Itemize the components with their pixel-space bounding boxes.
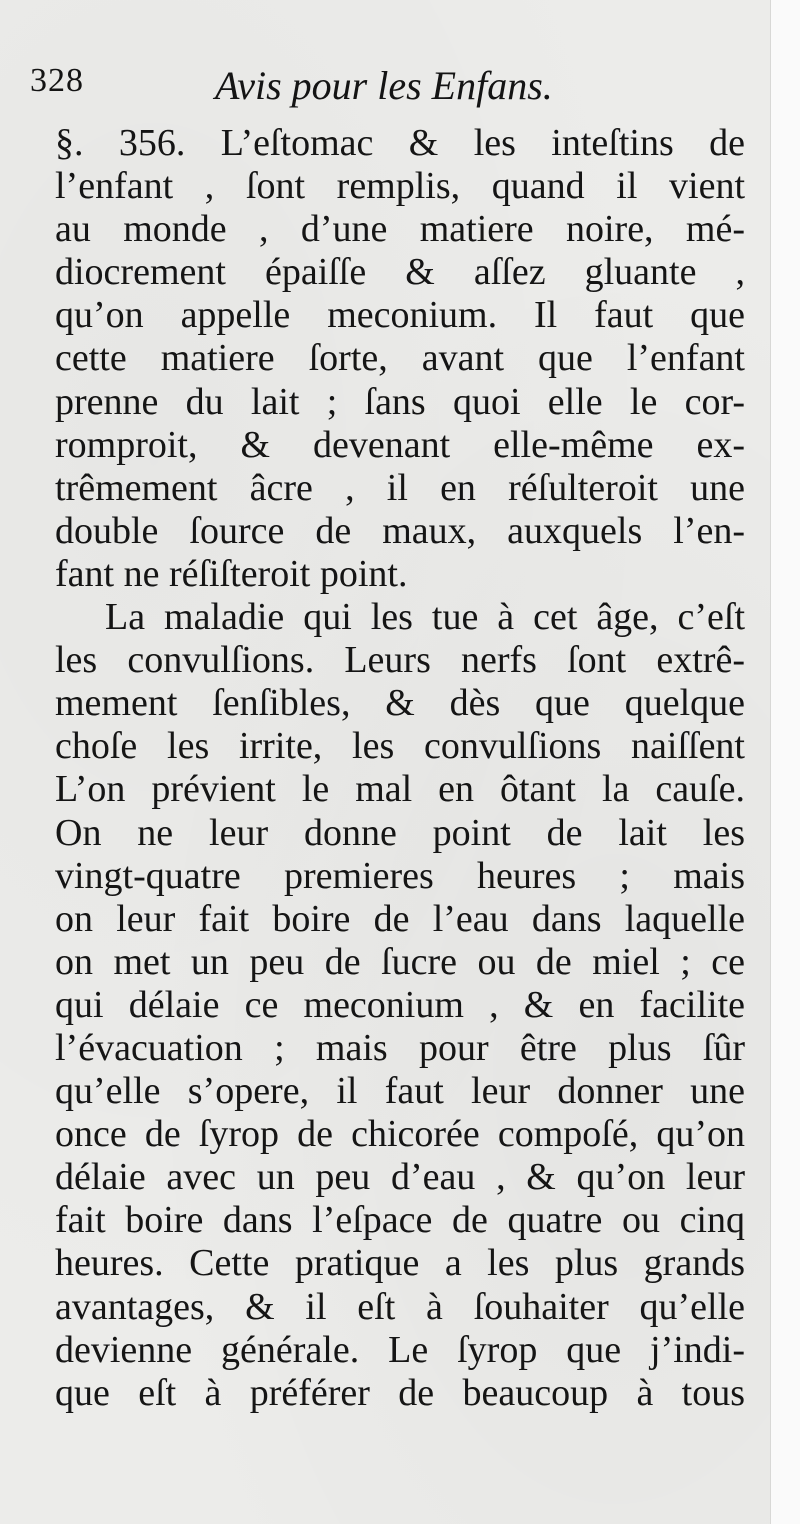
text-line: qu’elle s’opere, il faut leur donner une	[55, 1070, 745, 1113]
text-line: on met un peu de ſucre ou de miel ; ce	[55, 940, 745, 983]
text-line: devienne générale. Le ſyrop que j’indi-	[55, 1328, 745, 1371]
text-line: cette matiere ſorte, avant que l’enfant	[55, 337, 745, 380]
text-line: romproit, & devenant elle-même ex-	[55, 423, 745, 466]
text-line: vingt-quatre premieres heures ; mais	[55, 854, 745, 897]
text-line: l’enfant , ſont remplis, quand il vient	[55, 165, 745, 208]
text-line: délaie avec un peu d’eau , & qu’on leur	[55, 1156, 745, 1199]
text-line: mement ſenſibles, & dès que quelque	[55, 682, 745, 725]
text-line: fait boire dans l’eſpace de quatre ou cinq	[55, 1199, 745, 1242]
text-line: La maladie qui les tue à cet âge, c’eſt	[105, 596, 745, 639]
page-header	[30, 62, 750, 122]
text-line: diocrement épaiſſe & aſſez gluante ,	[55, 251, 745, 294]
body-text	[55, 122, 745, 1415]
text-line: trêmement âcre , il en réſulteroit une	[55, 466, 745, 509]
text-line: §. 356. L’eſtomac & les inteſtins de	[55, 122, 745, 164]
text-line: au monde , d’une matiere noire, mé-	[55, 208, 745, 251]
text-line: On ne leur donne point de lait les	[55, 811, 745, 854]
text-line: que eſt à préférer de beaucoup à tous	[55, 1371, 745, 1414]
text-line: on leur fait boire de l’eau dans laquelle	[55, 897, 745, 940]
page-number: 328	[30, 62, 84, 99]
text-line: L’on prévient le mal en ôtant la cauſe.	[55, 768, 745, 811]
running-head: Avis pour les Enfans.	[215, 63, 553, 108]
text-line: heures. Cette pratique a les plus grands	[55, 1242, 745, 1285]
text-line: qu’on appelle meconium. Il faut que	[55, 294, 745, 337]
text-line: qui délaie ce meconium , & en facilite	[55, 983, 745, 1026]
text-line: choſe les irrite, les convulſions naiſſent	[55, 725, 745, 768]
text-line: prenne du lait ; ſans quoi elle le cor-	[55, 380, 745, 423]
text-line: once de ſyrop de chicorée compoſé, qu’on	[55, 1113, 745, 1156]
text-line: l’évacuation ; mais pour être plus ſûr	[55, 1026, 745, 1069]
page-margin-edge	[770, 0, 800, 1524]
text-line: double ſource de maux, auxquels l’en-	[55, 509, 745, 552]
text-line: les convulſions. Leurs nerfs ſont extrê-	[55, 639, 745, 682]
text-line: fant ne réſiſteroit point.	[55, 552, 408, 595]
text-line: avantages, & il eſt à ſouhaiter qu’elle	[55, 1285, 745, 1328]
